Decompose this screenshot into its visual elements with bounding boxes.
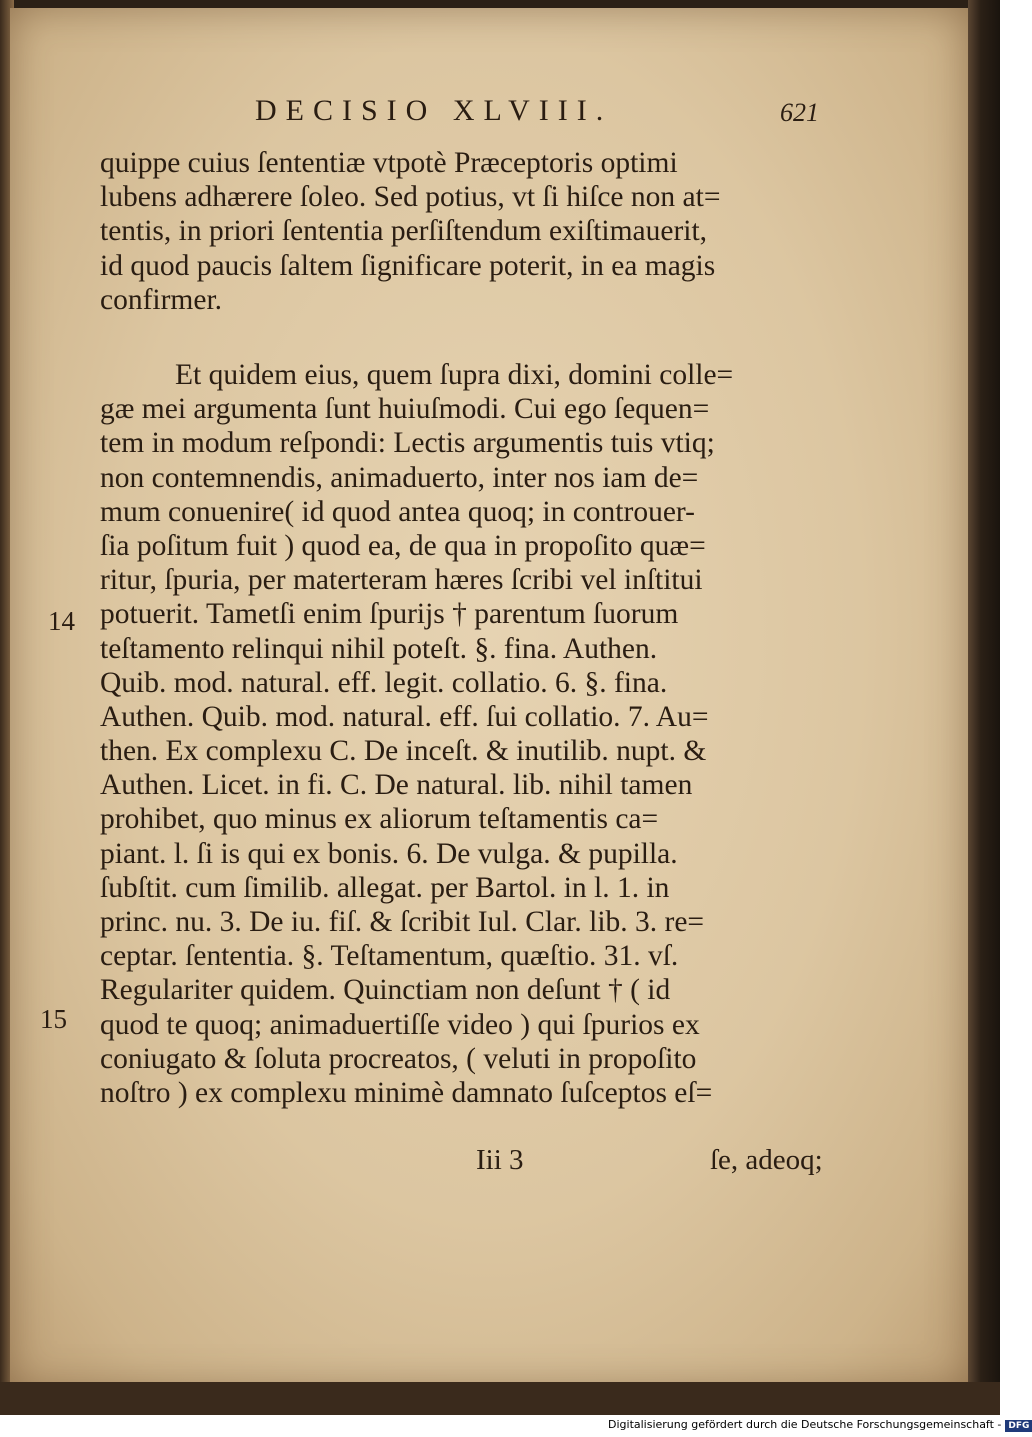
text-line: teſtamento relinqui nihil poteſt. §. fina. Authen. — [100, 632, 658, 665]
dfg-logo: DFG — [1005, 1420, 1032, 1432]
margin-number: 15 — [40, 1004, 67, 1034]
page-number: 621 — [780, 98, 819, 127]
text-line: potuerit. Tametſi enim ſpurijs † parentum ſuorum — [100, 598, 679, 631]
text-line: quippe cuius ſententiæ vtpotè Præceptoris optimi — [100, 147, 678, 179]
digitization-credit — [608, 1418, 1032, 1432]
text-line: princ. nu. 3. De iu. fiſ. & ſcribit Iul. Clar. lib. 3. re= — [100, 906, 705, 938]
signature-mark: Iii 3 — [476, 1144, 524, 1176]
text-line: piant. l. ſi is qui ex bonis. 6. De vulga. & pupilla. — [100, 837, 678, 870]
text-line: ceptar. ſententia. §. Teſtamentum, quæſtio. 31. vſ. — [100, 940, 679, 973]
text-line: Authen. Quib. mod. natural. eff. ſui collatio. 7. Au= — [100, 700, 709, 733]
text-line: confirmer. — [100, 283, 223, 316]
text-line: noſtro ) ex complexu minimè damnato ſuſceptos eſ= — [100, 1076, 713, 1109]
text-line: Regulariter quidem. Quinctiam non deſunt † ( id — [100, 974, 671, 1007]
text-line: Authen. Licet. in fi. C. De natural. lib. nihil tamen — [100, 769, 693, 802]
text-line: lubens adhærere ſoleo. Sed potius, vt ſi hiſce non at= — [100, 181, 721, 214]
paragraph-2 — [100, 358, 840, 1110]
paragraph-1 — [100, 146, 840, 317]
text-line: gæ mei argumenta ſunt huiuſmodi. Cui ego ſequen= — [100, 393, 710, 426]
page-right-edge — [968, 0, 1000, 1415]
text-line: Quib. mod. natural. eff. legit. collatio. 6. §. fina. — [100, 666, 668, 699]
book-page — [10, 8, 968, 1388]
text-line: id quod paucis ſaltem ſignificare poterit, in ea magis — [100, 249, 716, 282]
page-bottom-edge — [0, 1382, 1000, 1415]
text-line: tem in modum reſpondi: Lectis argumentis tuis vtiq; — [100, 427, 715, 460]
catchword: ſe, adeoq; — [710, 1144, 823, 1176]
text-line: tentis, in priori ſententia perſiſtendum exiſtimauerit, — [100, 215, 708, 248]
text-line: prohibet, quo minus ex aliorum teſtamentis ca= — [100, 803, 659, 836]
running-head: DECISIO XLVIII. — [255, 94, 613, 127]
text-line: quod te quoq; animaduertiſſe video ) qui ſpurios ex — [100, 1008, 700, 1041]
credit-text: Digitalisierung gefördert durch die Deutsche Forschungsgemeinschaft - — [608, 1418, 1002, 1431]
page-header — [10, 88, 968, 138]
text-line: ſubſtit. cum ſimilib. allegat. per Bartol. in l. 1. in — [100, 871, 670, 904]
text-line: non contemnendis, animaduerto, inter nos iam de= — [100, 461, 699, 494]
text-line: then. Ex complexu C. De inceſt. & inutilib. nupt. & — [100, 735, 707, 768]
text-line: mum conuenire( id quod antea quoq; in controuer- — [100, 495, 695, 528]
text-line: ſia poſitum fuit ) quod ea, de qua in propoſito quæ= — [100, 529, 706, 562]
text-line: ritur, ſpuria, per materteram hæres ſcribi vel inſtitui — [100, 564, 703, 597]
text-line: Et quidem eius, quem ſupra dixi, domini colle= — [175, 359, 734, 391]
text-line: coniugato & ſoluta procreatos, ( veluti in propoſito — [100, 1042, 697, 1075]
margin-number: 14 — [48, 606, 75, 636]
